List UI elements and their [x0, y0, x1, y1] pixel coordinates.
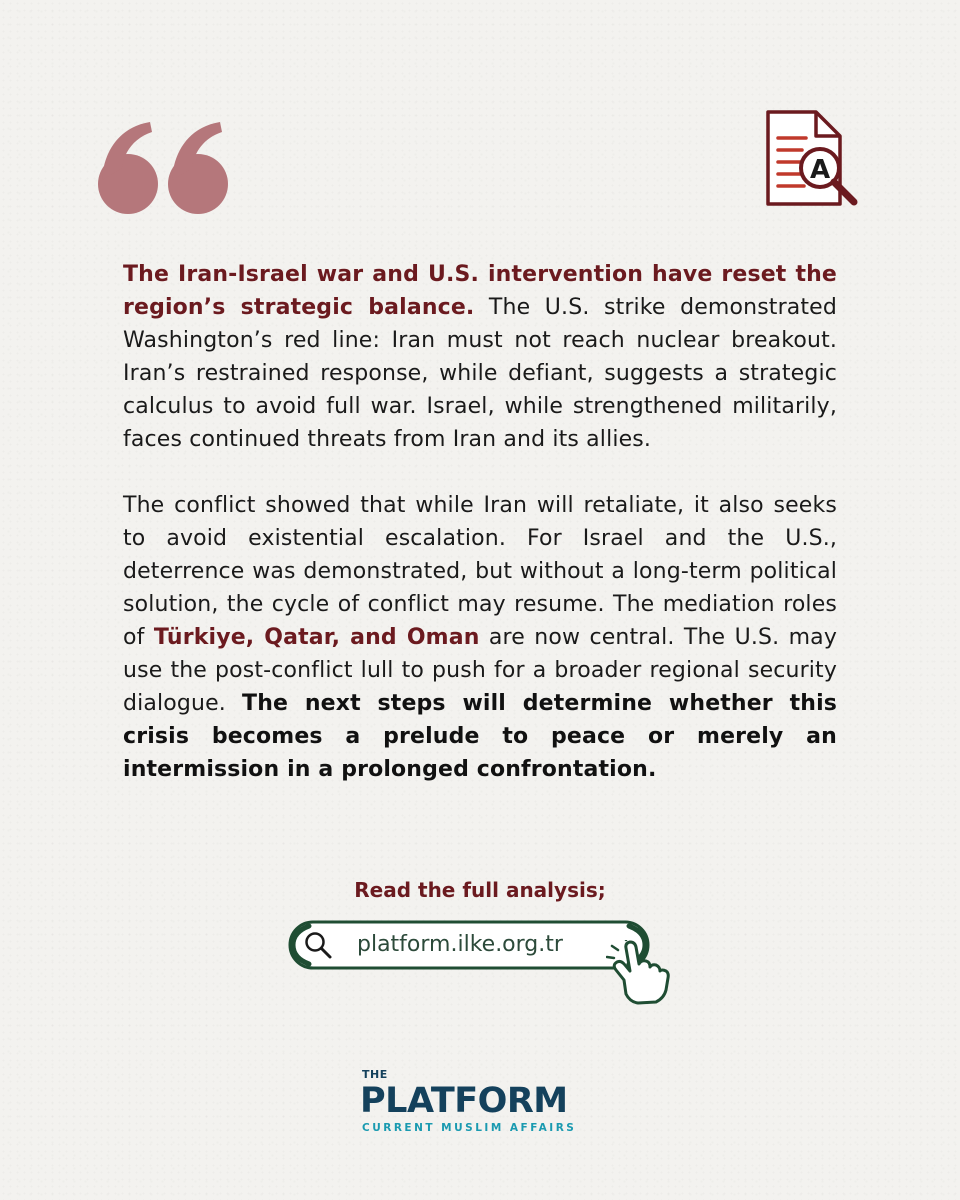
paragraph-1 [123, 258, 837, 456]
url-text[interactable]: platform.ilke.org.tr [357, 932, 563, 957]
brand-name: PLATFORM [360, 1081, 568, 1121]
article-body [123, 258, 837, 786]
cta-label: Read the full analysis; [354, 878, 606, 902]
quote-mark-icon [98, 118, 234, 218]
url-search-bar[interactable] [287, 918, 651, 972]
paragraph-2 [123, 489, 837, 786]
brand-the: THE [362, 1068, 388, 1081]
paragraph-2-part-1: The conflict showed that while Iran will retaliate, it also seeks to avoid existential escalation. For Israel and the U.S., deterrence was demonstrated, but without a long-term political solution, the cycle of conflict may resume. The mediation roles of [123, 493, 837, 650]
mediators-highlight: Türkiye, Qatar, and Oman [153, 625, 480, 650]
lead-sentence: The Iran-Israel war and U.S. intervention have reset the region’s strategic balance. [123, 262, 837, 320]
brand-tagline: CURRENT MUSLIM AFFAIRS [362, 1122, 577, 1134]
document-search-icon [762, 108, 862, 210]
paragraph-2-part-2: are now central. The U.S. may use the post-conflict lull to push for a broader regional security dialogue. [123, 625, 837, 716]
pointing-hand-icon [606, 940, 674, 1006]
paragraph-1-body: The U.S. strike demonstrated Washington’s red line: Iran must not reach nuclear breakout. Iran’s restrained response, while defiant, suggests a strategic calculus to avoid full war. Israel, while strengthened militarily, faces continued threats from Iran and its allies. [123, 295, 837, 452]
svg-text:A: A [809, 155, 831, 185]
closing-sentence: The next steps will determine whether this crisis becomes a prelude to peace or merely an intermission in a prolonged confrontation. [123, 691, 838, 782]
search-icon [303, 930, 333, 960]
